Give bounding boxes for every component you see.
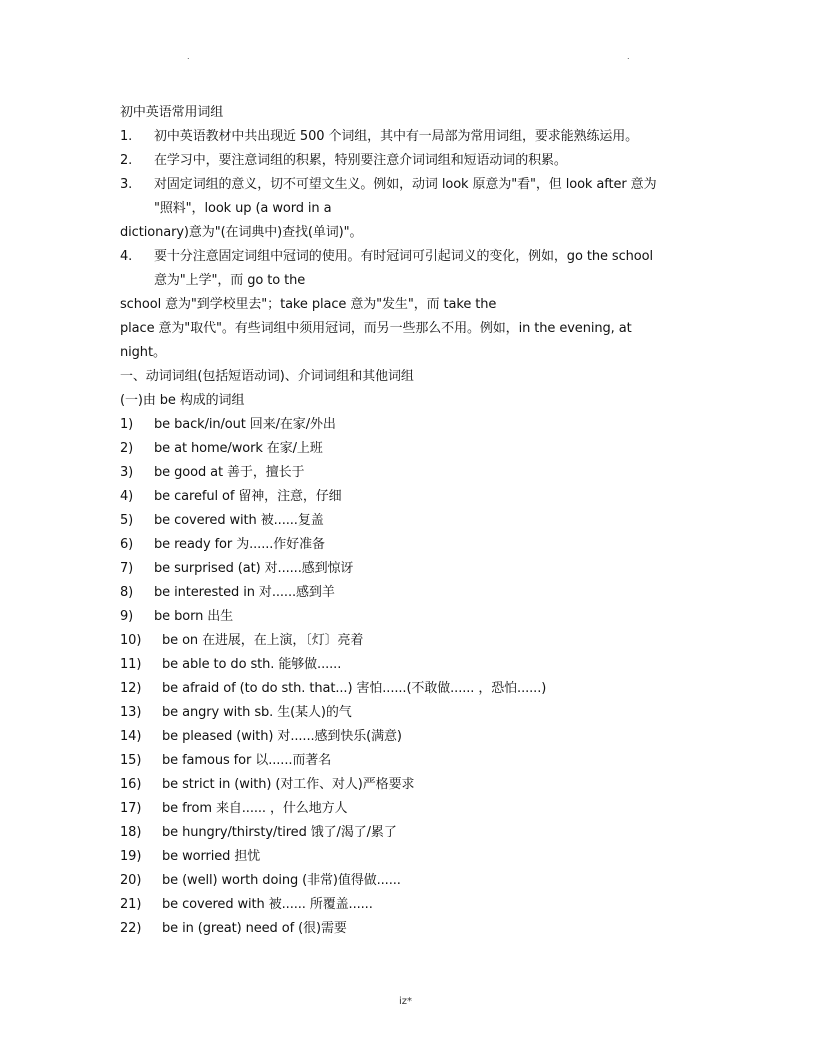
item-text: be careful of 留神，注意，仔细: [154, 489, 342, 504]
item-number: 1): [120, 417, 134, 432]
item-text: be strict in (with) (对工作、对人)严格要求: [162, 777, 415, 792]
list-item: [120, 797, 700, 821]
point-continuation: dictionary)意为"(在词典中)查找(单词)"。: [120, 225, 363, 240]
item-number: 8): [120, 585, 134, 600]
list-item: [120, 653, 700, 677]
document-title: 初中英语常用词组: [120, 105, 224, 120]
document-body: [120, 101, 700, 941]
item-number: 16): [120, 777, 142, 792]
item-text: be on 在进展，在上演，〔灯〕亮着: [162, 633, 364, 648]
header-mark-left: .: [187, 52, 190, 61]
item-text: be hungry/thirsty/tired 饿了/渴了/累了: [162, 825, 397, 840]
item-text: be famous for 以......而著名: [162, 753, 332, 768]
item-number: 14): [120, 729, 142, 744]
numbered-point: [120, 125, 700, 149]
list-item: [120, 821, 700, 845]
item-text: be at home/work 在家/上班: [154, 441, 323, 456]
item-number: 12): [120, 681, 142, 696]
page-footer: iz*: [399, 996, 413, 1007]
header-mark-right: .: [627, 52, 630, 61]
point-text: 初中英语教材中共出现近 500 个词组，其中有一局部为常用词组，要求能熟练运用。: [154, 129, 639, 144]
point-continuation: night。: [120, 345, 166, 360]
item-text: be pleased (with) 对......感到快乐(满意): [162, 729, 402, 744]
point-continuation: place 意为"取代"。有些词组中须用冠词，而另一些那么不用。例如，in the evening, at: [120, 321, 632, 336]
item-number: 6): [120, 537, 134, 552]
list-item: [120, 557, 700, 581]
item-number: 7): [120, 561, 134, 576]
list-item: [120, 845, 700, 869]
subsection-heading: (一)由 be 构成的词组: [120, 393, 245, 408]
list-item: [120, 413, 700, 437]
item-text: be worried 担忧: [162, 849, 261, 864]
item-text: be in (great) need of (很)需要: [162, 921, 347, 936]
item-number: 2): [120, 441, 134, 456]
list-item: [120, 701, 700, 725]
item-number: 19): [120, 849, 142, 864]
list-item: [120, 437, 700, 461]
list-item: [120, 533, 700, 557]
list-item: [120, 917, 700, 941]
item-text: be back/in/out 回来/在家/外出: [154, 417, 336, 432]
item-text: be angry with sb. 生(某人)的气: [162, 705, 352, 720]
item-number: 22): [120, 921, 142, 936]
point-number: 4.: [120, 249, 133, 264]
item-text: be (well) worth doing (非常)值得做......: [162, 873, 401, 888]
item-number: 15): [120, 753, 142, 768]
item-number: 20): [120, 873, 142, 888]
item-text: be interested in 对......感到羊: [154, 585, 335, 600]
point-continuation: 意为"上学"，而 go to the: [154, 273, 306, 288]
item-text: be afraid of (to do sth. that...) 害怕......(不敢做...... ，恐怕......): [162, 681, 547, 696]
list-item: [120, 605, 700, 629]
point-number: 1.: [120, 129, 133, 144]
list-item: [120, 485, 700, 509]
item-number: 18): [120, 825, 142, 840]
list-item: [120, 509, 700, 533]
numbered-point: [120, 173, 700, 197]
item-number: 3): [120, 465, 134, 480]
list-item: [120, 725, 700, 749]
list-item: [120, 629, 700, 653]
list-item: [120, 893, 700, 917]
item-number: 13): [120, 705, 142, 720]
item-text: be surprised (at) 对......感到惊讶: [154, 561, 354, 576]
item-text: be able to do sth. 能够做......: [162, 657, 342, 672]
item-text: be born 出生: [154, 609, 234, 624]
list-item: [120, 869, 700, 893]
point-text: 在学习中，要注意词组的积累，特别要注意介词词组和短语动词的积累。: [154, 153, 567, 168]
list-item: [120, 581, 700, 605]
section-heading: 一、动词词组(包括短语动词)、介词词组和其他词组: [120, 369, 414, 384]
list-item: [120, 677, 700, 701]
point-continuation: "照料"，look up (a word in a: [154, 201, 332, 216]
item-text: be good at 善于，擅长于: [154, 465, 305, 480]
item-text: be covered with 被...... 所覆盖......: [162, 897, 373, 912]
list-item: [120, 461, 700, 485]
item-text: be from 来自...... ，什么地方人: [162, 801, 348, 816]
point-continuation: school 意为"到学校里去"；take place 意为"发生"，而 take the: [120, 297, 497, 312]
phrase-list: [120, 413, 700, 941]
item-number: 4): [120, 489, 134, 504]
item-text: be ready for 为......作好准备: [154, 537, 325, 552]
point-text: 要十分注意固定词组中冠词的使用。有时冠词可引起词义的变化，例如，go the school: [154, 249, 653, 264]
numbered-point: [120, 149, 700, 173]
list-item: [120, 749, 700, 773]
numbered-point: [120, 245, 700, 269]
item-number: 10): [120, 633, 142, 648]
point-text: 对固定词组的意义，切不可望文生义。例如，动词 look 原意为"看"，但 look after 意为: [154, 177, 657, 192]
point-number: 3.: [120, 177, 133, 192]
item-text: be covered with 被......复盖: [154, 513, 324, 528]
item-number: 5): [120, 513, 134, 528]
list-item: [120, 773, 700, 797]
item-number: 11): [120, 657, 142, 672]
item-number: 17): [120, 801, 142, 816]
point-number: 2.: [120, 153, 133, 168]
item-number: 21): [120, 897, 142, 912]
item-number: 9): [120, 609, 134, 624]
